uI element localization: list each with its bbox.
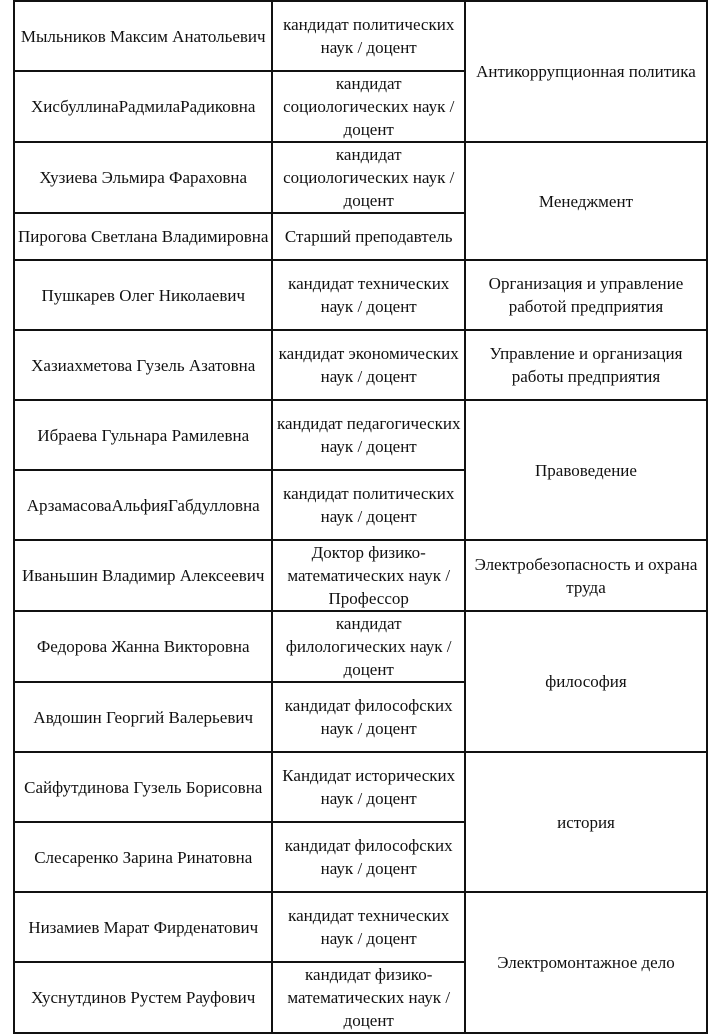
table-row — [14, 260, 707, 330]
discipline: Менеджмент — [465, 142, 707, 260]
academic-degree: кандидат филологических наук / доцент — [272, 611, 464, 682]
teacher-name: Хуснутдинов Рустем Рауфович — [14, 962, 272, 1033]
academic-degree: Кандидат исторических наук / доцент — [272, 752, 464, 822]
academic-degree: кандидат философских наук / доцент — [272, 822, 464, 892]
discipline: история — [465, 752, 707, 892]
table-row — [14, 142, 707, 213]
academic-degree: кандидат экономических наук / доцент — [272, 330, 464, 400]
academic-degree: кандидат социологических наук / доцент — [272, 142, 464, 213]
academic-degree: кандидат технических наук / доцент — [272, 260, 464, 330]
discipline: Антикоррупционная политика — [465, 1, 707, 142]
discipline: Организация и управление работой предприятия — [465, 260, 707, 330]
teacher-name: Федорова Жанна Викторовна — [14, 611, 272, 682]
teacher-name: Мыльников Максим Анатольевич — [14, 1, 272, 71]
table-row — [14, 540, 707, 611]
teacher-name: ХисбуллинаРадмилаРадиковна — [14, 71, 272, 142]
table-row — [14, 1, 707, 71]
table-row — [14, 400, 707, 470]
discipline: Электромонтажное дело — [465, 892, 707, 1033]
academic-degree: кандидат технических наук / доцент — [272, 892, 464, 962]
staff-table — [13, 0, 708, 1034]
teacher-name: Иваньшин Владимир Алексеевич — [14, 540, 272, 611]
discipline: философия — [465, 611, 707, 752]
discipline: Электробезопасность и охрана труда — [465, 540, 707, 611]
academic-degree: Старший преподавтель — [272, 213, 464, 260]
teacher-name: Пушкарев Олег Николаевич — [14, 260, 272, 330]
teacher-name: Хузиева Эльмира Фараховна — [14, 142, 272, 213]
table-row — [14, 752, 707, 822]
academic-degree: Доктор физико-математических наук / Профессор — [272, 540, 464, 611]
academic-degree: кандидат педагогических наук / доцент — [272, 400, 464, 470]
teacher-name: Сайфутдинова Гузель Борисовна — [14, 752, 272, 822]
teacher-name: Слесаренко Зарина Ринатовна — [14, 822, 272, 892]
teacher-name: Авдошин Георгий Валерьевич — [14, 682, 272, 752]
teacher-name: Низамиев Марат Фирденатович — [14, 892, 272, 962]
academic-degree: кандидат философских наук / доцент — [272, 682, 464, 752]
academic-degree: кандидат социологических наук / доцент — [272, 71, 464, 142]
table-row — [14, 330, 707, 400]
table-row — [14, 892, 707, 962]
table-row — [14, 611, 707, 682]
academic-degree: кандидат политических наук / доцент — [272, 470, 464, 540]
teacher-name: Пирогова Светлана Владимировна — [14, 213, 272, 260]
academic-degree: кандидат политических наук / доцент — [272, 1, 464, 71]
teacher-name: АрзамасоваАльфияГабдулловна — [14, 470, 272, 540]
discipline: Управление и организация работы предприятия — [465, 330, 707, 400]
teacher-name: Хазиахметова Гузель Азатовна — [14, 330, 272, 400]
staff-table-body — [14, 1, 707, 1033]
academic-degree: кандидат физико-математических наук / доцент — [272, 962, 464, 1033]
discipline: Правоведение — [465, 400, 707, 540]
teacher-name: Ибраева Гульнара Рамилевна — [14, 400, 272, 470]
